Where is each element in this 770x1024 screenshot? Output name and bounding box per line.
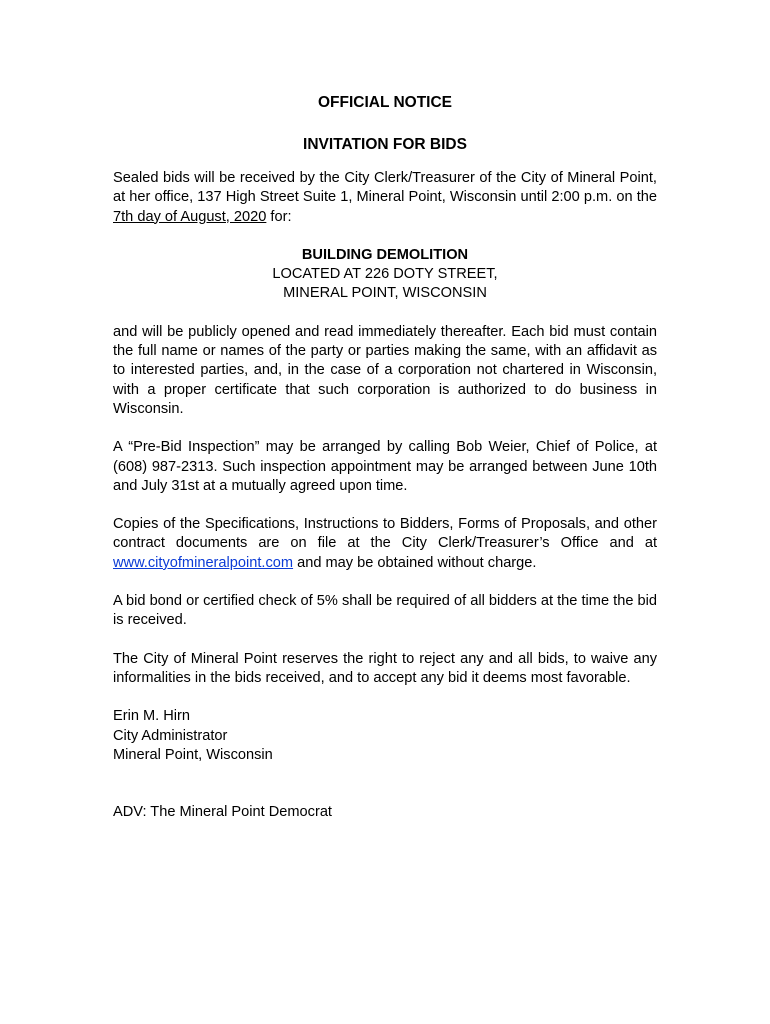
invitation-title: INVITATION FOR BIDS <box>303 136 467 153</box>
document-page <box>113 92 657 822</box>
city-website-link[interactable]: www.cityofmineralpoint.com <box>113 554 294 571</box>
rights-paragraph: The City of Mineral Point reserves the right to reject any and all bids, to waive any informalities in the bids received, and to accept any bid it deems most favorable. <box>113 650 657 686</box>
intro-paragraph <box>113 169 657 227</box>
copies-text: Copies of the Specifications, Instructions to Bidders, Forms of Proposals, and other contract documents are on file at the City Clerk/Treasurer’s Office and at <box>113 516 657 552</box>
intro-text: Sealed bids will be received by the City Clerk/Treasurer of the City of Mineral Point, at her office, 137 High Street Suite 1, Mineral Point, Wisconsin until 2:00 p.m. on the <box>113 170 657 206</box>
bid-deadline-date: 7th day of August, 2020 <box>113 208 267 225</box>
inspection-paragraph: A “Pre-Bid Inspection” may be arranged by calling Bob Weier, Chief of Police, at (608) 987-2313. Such inspection appointment may be arranged between June 10th and July 31st at a mutually agreed upon time. <box>113 439 657 494</box>
opening-paragraph: and will be publicly opened and read immediately thereafter. Each bid must contain the full name or names of the party or parties making the same, with an affidavit as to interested parties, and, in the case of a corporation not chartered in Wisconsin, with a proper certificate that such corporation is authorized to do business in Wisconsin. <box>113 323 657 417</box>
copies-paragraph <box>113 515 657 573</box>
copies-text-end: and may be obtained without charge. <box>293 554 537 571</box>
signature-title: City Administrator <box>113 727 228 744</box>
notice-title: OFFICIAL NOTICE <box>317 94 453 111</box>
project-name: BUILDING DEMOLITION <box>301 246 469 263</box>
signature-block <box>113 707 657 765</box>
advertisement-line: ADV: The Mineral Point Democrat <box>113 804 332 821</box>
bond-paragraph: A bid bond or certified check of 5% shall be required of all bidders at the time the bid is received. <box>113 593 657 629</box>
intro-text-end: for: <box>266 208 292 225</box>
signature-name: Erin M. Hirn <box>113 708 191 725</box>
project-location-line1: LOCATED AT 226 DOTY STREET, <box>272 266 498 283</box>
project-location-line2: MINERAL POINT, WISCONSIN <box>283 285 487 302</box>
signature-location: Mineral Point, Wisconsin <box>113 746 273 763</box>
project-block <box>113 246 657 304</box>
